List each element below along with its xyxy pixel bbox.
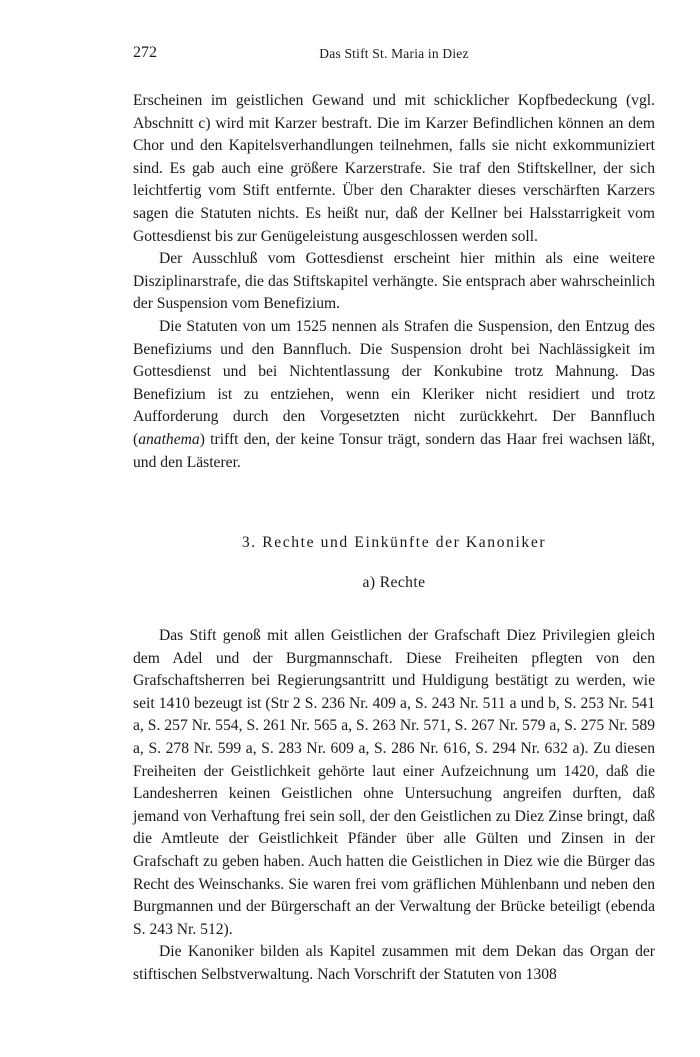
page-number: 272	[133, 44, 157, 61]
section-heading: 3. Rechte und Einkünfte der Kanoniker	[241, 534, 547, 552]
paragraph-penalties	[133, 316, 655, 474]
paragraph-text: Die Statuten von um 1525 nennen als Strafen die Suspension, den Entzug des Benefiziums und den Bannfluch. Die Suspension droht bei Nachlässigkeit im Gottesdienst und bei Nichtentlassung der Konkubine trotz Mahnung. Das Benefizium ist zu entziehen, wenn ein Kleriker nicht residiert und trotz Aufforderung durch den Vorgesetzten nicht zurückkehrt. Der Bannfluch (	[133, 317, 655, 448]
paragraph: Die Kanoniker bilden als Kapitel zusammen mit dem Dekan das Organ der stiftischen Selbstverwaltung. Nach Vorschrift der Statuten von 1308	[133, 943, 655, 983]
subsection-heading: a) Rechte	[362, 574, 426, 592]
paragraph-text: ) trifft den, der keine Tonsur trägt, sondern das Haar frei wachsen läßt, und den Lästerer.	[133, 430, 655, 471]
paragraph: Der Ausschluß vom Gottesdienst erscheint hier mithin als eine weitere Disziplinarstrafe, die das Stiftskapitel verhängte. Sie entsprach aber wahrscheinlich der Suspension vom Benefizium.	[133, 250, 655, 313]
paragraph: Das Stift genoß mit allen Geistlichen der Grafschaft Diez Privilegien gleich dem Adel und der Burgmannschaft. Diese Freiheiten pflegten von den Grafschaftsherren bei Regierungsantritt und Huldigung bestätigt zu werden, wie seit 1410 bezeugt ist (Str 2 S. 236 Nr. 409 a, S. 243 Nr. 511 a und b, S. 253 Nr. 541 a, S. 257 Nr. 554, S. 261 Nr. 565 a, S. 263 Nr. 571, S. 267 Nr. 579 a, S. 275 Nr. 589 a, S. 278 Nr. 599 a, S. 283 Nr. 609 a, S. 286 Nr. 616, S. 294 Nr. 632 a). Zu diesen Freiheiten der Geistlichkeit gehörte laut einer Aufzeichnung um 1420, daß die Landesherren keinen Geistlichen ohne Untersuchung angreifen durften, daß jemand von Verhaftung frei sein soll, der den Geistlichen zu Diez Zinse bringt, daß die Amtleute der Geistlichkeit Pfänder über alle Gülten und Zinsen in der Grafschaft zu geben haben. Auch hatten die Geistlichen in Diez wie die Bürger das Recht des Weinschanks. Sie waren frei vom gräflichen Mühlenbann und neben den Burgmannen und der Bürgerschaft an der Verwaltung der Brücke beteiligt (ebenda S. 243 Nr. 512).	[133, 627, 655, 938]
italic-term: anathema	[138, 430, 200, 448]
page-body	[133, 90, 655, 987]
section-body	[133, 625, 655, 987]
running-head	[133, 44, 655, 68]
book-page	[133, 44, 655, 987]
running-title: Das Stift St. Maria in Diez	[319, 46, 469, 61]
paragraph-continued: Erscheinen im geistlichen Gewand und mit schicklicher Kopfbedeckung (vgl. Abschnitt c) wird mit Karzer bestraft. Die im Karzer Befindlichen können an dem Chor und den Kapitelsverhandlungen teilnehmen, falls sie nicht exkommuniziert sind. Es gab auch eine größere Karzerstrafe. Sie traf den Stiftskellner, der sich leichtfertig vom Stift entfernte. Über den Charakter dieses verschärften Karzers sagen die Statuten nichts. Es heißt nur, daß der Kellner bei Halsstarrigkeit vom Gottesdienst bis zur Genügeleistung ausgeschlossen werden soll.	[133, 92, 655, 245]
